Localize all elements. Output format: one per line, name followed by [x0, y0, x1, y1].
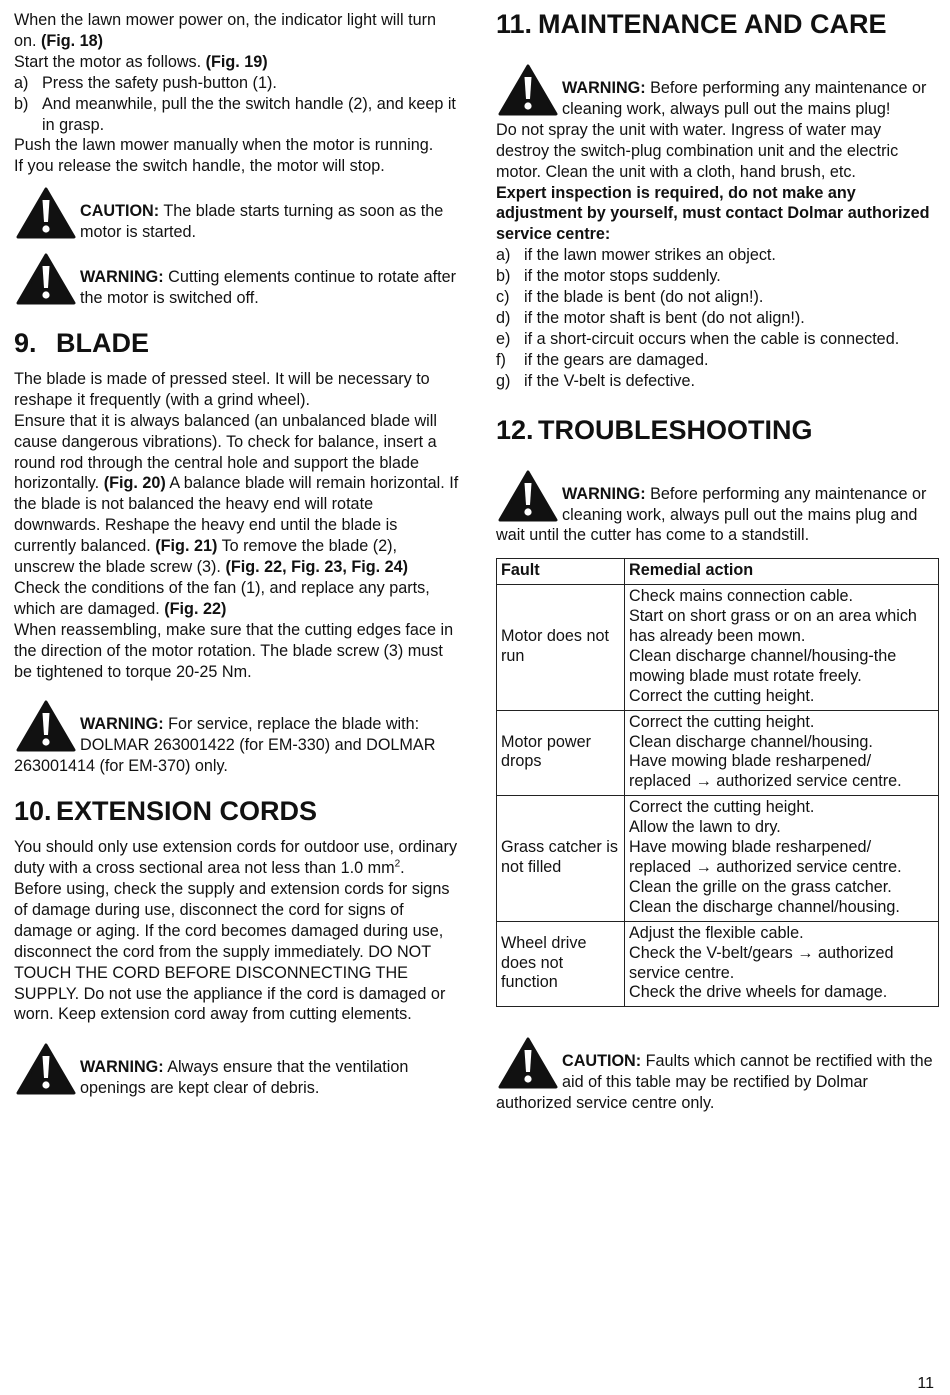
caution-notice: CAUTION: Faults which cannot be rectified with the aid of this table may be rectified by Dolmar authorized service centre only.	[496, 1051, 938, 1114]
list-item: a) if the lawn mower strikes an object.	[496, 246, 776, 265]
table-header-row	[497, 559, 939, 585]
list-item: g) if the V-belt is defective.	[496, 371, 695, 390]
maintenance-list	[496, 245, 938, 391]
fault-cell: Wheel drive does not function	[497, 921, 625, 1007]
remedial-action-line: Correct the cutting height.	[629, 798, 815, 817]
remedial-action-line: Correct the cutting height.	[629, 686, 815, 705]
list-item: b) if the motor stops suddenly.	[496, 267, 721, 286]
warning-triangle-icon	[498, 64, 558, 116]
remedial-action-cell	[625, 796, 939, 921]
remedial-action-cell	[625, 710, 939, 796]
remedial-action-cell	[625, 921, 939, 1007]
table-row	[497, 921, 939, 1007]
intro-line1: When the lawn mower power on, the indicator light will turn on. (Fig. 18)	[14, 11, 436, 50]
warning-notice: WARNING: Always ensure that the ventilation openings are kept clear of debris.	[14, 1057, 460, 1099]
troubleshooting-table	[496, 558, 939, 1007]
warning-notice: WARNING: Cutting elements continue to rotate after the motor is switched off.	[14, 267, 460, 309]
warning-notice: WARNING: Before performing any maintenance or cleaning work, always pull out the mains plug and wait until the cutter has come to a standstill.	[496, 484, 938, 547]
header-remedial-action: Remedial action	[625, 559, 939, 585]
list-item: d) if the motor shaft is bent (do not align!).	[496, 308, 805, 327]
remedial-action-line: Correct the cutting height.	[629, 712, 815, 731]
extension-paragraph: You should only use extension cords for outdoor use, ordinary duty with a cross sectional area not less than 1.0 $mm^2$.	[14, 838, 458, 878]
remedial-action-line: Allow the lawn to dry.	[629, 818, 781, 837]
warning-notice: WARNING: Before performing any maintenance or cleaning work, always pull out the mains plug!	[496, 78, 938, 120]
table-row	[497, 796, 939, 921]
remedial-action-line: Check the drive wheels for damage.	[629, 983, 888, 1002]
remedial-action-line: Clean the discharge channel/housing.	[629, 897, 900, 916]
remedial-action-line: Have mowing blade resharpened/ replaced → authorized service centre.	[629, 838, 902, 876]
intro-line2: Start the motor as follows. (Fig. 19)	[14, 52, 268, 71]
table-row	[497, 710, 939, 796]
remedial-action-line: Check mains connection cable.	[629, 587, 854, 606]
warning-triangle-icon	[498, 470, 558, 522]
warning-notice: WARNING: For service, replace the blade with: DOLMAR 263001422 (for EM-330) and DOLMAR 263001414 (for EM-370) only.	[14, 714, 460, 777]
list-item: c) if the blade is bent (do not align!).	[496, 288, 764, 307]
blade-paragraph: The blade is made of pressed steel. It will be necessary to reshape it frequently (with a grind wheel).	[14, 369, 430, 409]
remedial-action-line: Clean discharge channel/housing-the mowing blade must rotate freely.	[629, 646, 897, 685]
remedial-action-line: Check the V-belt/gears → authorized service centre.	[629, 943, 894, 982]
left-column	[14, 10, 460, 1099]
remedial-action-line: Start on short grass or on an area which has already been mown.	[629, 607, 917, 646]
section-heading-maintenance: 11. MAINTENANCE AND CARE	[496, 9, 887, 39]
header-fault: Fault	[497, 559, 625, 585]
caution-notice: CAUTION: The blade starts turning as soon as the motor is started.	[14, 201, 460, 243]
warning-triangle-icon	[16, 187, 76, 239]
section-heading-extension-cords: 10. EXTENSION CORDS	[14, 796, 318, 827]
warning-triangle-icon	[16, 1043, 76, 1095]
section-heading-blade: 9. BLADE	[14, 327, 149, 358]
extension-paragraph: Before using, check the supply and extension cords for signs of damage during use, disconnect the cord for signs of damage or aging. If the cord becomes damaged during use, disconnect the cord from the supply immediately. DO NOT TOUCH THE CORD BEFORE DISCONNECTING THE SUPPLY. Do not use the appliance if the cord is damaged or worn. Keep extension cord away from cutting elements.	[14, 880, 450, 1024]
blade-paragraph: When reassembling, make sure that the cutting edges face in the direction of the motor rotation. The blade screw (3) must be tightened to torque 20-25 Nm.	[14, 620, 454, 681]
maintenance-paragraph: Do not spray the unit with water. Ingress of water may destroy the switch-plug combination unit and the electric motor. Clean the unit with a cloth, hand brush, etc.	[496, 120, 899, 181]
table-row	[497, 585, 939, 710]
warning-triangle-icon	[498, 1037, 558, 1089]
intro-line4: If you release the switch handle, the motor will stop.	[14, 157, 385, 176]
fault-cell: Grass catcher is not filled	[497, 796, 625, 921]
blade-paragraph: Check the conditions of the fan (1), and replace any parts, which are damaged. (Fig. 22)	[14, 578, 430, 618]
blade-paragraph: Ensure that it is always balanced (an unbalanced blade will cause dangerous vibrations). To check for balance, insert a round rod through the central hole and support the blade horizontally. (Fig. 20) A balance blade will remain horizontal. If the blade is not balanced the heavy end will rotate downwards. Reshape the heavy end until the blade is currently balanced. (Fig. 21) To remove the blade (2), unscrew the blade screw (3). (Fig. 22, Fig. 23, Fig. 24)	[14, 411, 459, 577]
remedial-action-cell	[625, 585, 939, 710]
intro-line3: Push the lawn mower manually when the motor is running.	[14, 136, 434, 155]
section-heading-troubleshooting: 12. TROUBLESHOOTING	[496, 414, 813, 445]
remedial-action-line: Clean the grille on the grass catcher.	[629, 877, 892, 896]
list-item: a) Press the safety push-button (1).	[14, 73, 277, 92]
fault-cell: Motor does not run	[497, 585, 625, 710]
remedial-action-line: Have mowing blade resharpened/ replaced → authorized service centre.	[629, 752, 902, 791]
page-number: 11	[917, 1375, 934, 1392]
remedial-action-line: Adjust the flexible cable.	[629, 923, 804, 942]
list-item: e) if a short-circuit occurs when the cable is connected.	[496, 329, 900, 348]
list-item: b) And meanwhile, pull the the switch handle (2), and keep it in grasp.	[14, 94, 456, 134]
list-item: f) if the gears are damaged.	[496, 350, 709, 369]
maintenance-paragraph: Expert inspection is required, do not make any adjustment by yourself, must contact Dolmar authorized service centre:	[496, 183, 930, 244]
remedial-action-line: Clean discharge channel/housing.	[629, 732, 873, 751]
warning-triangle-icon	[16, 700, 76, 752]
right-column	[496, 10, 938, 1114]
fault-cell: Motor power drops	[497, 710, 625, 796]
warning-triangle-icon	[16, 253, 76, 305]
